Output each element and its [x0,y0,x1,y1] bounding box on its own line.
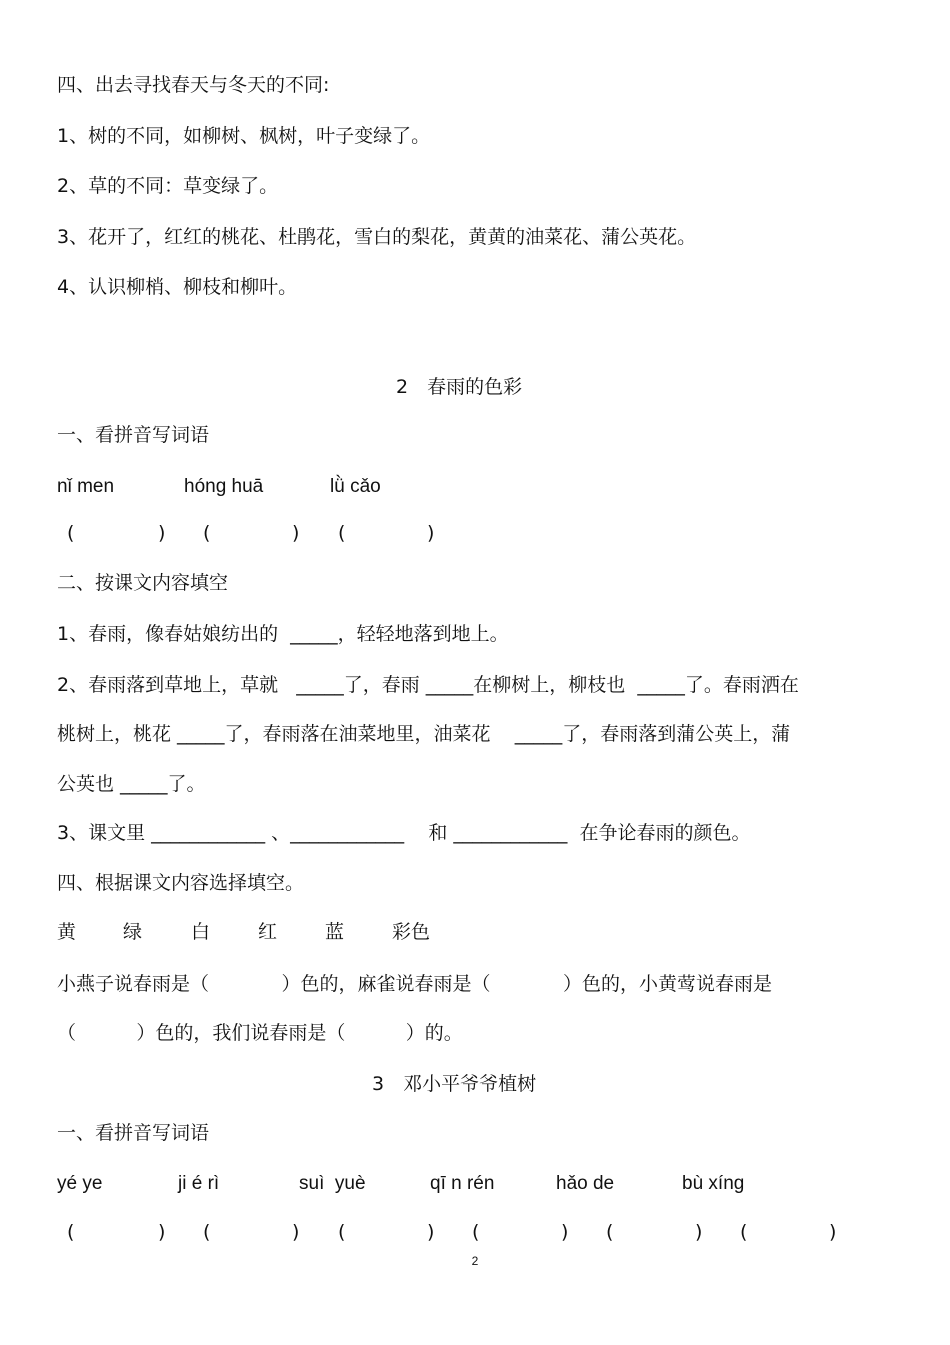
fill-blank-item: 桃树上，桃花 _____了，春雨落在油菜地里，油菜花 _____了，春雨落到蒲公英上，蒲 [57,723,791,745]
fill-blank-item: 2、春雨落到草地上，草就 _____了，春雨 _____在柳树上，柳枝也 _____了。春雨洒在 [57,674,799,696]
list-item: 1、树的不同，如柳树、枫树，叶子变绿了。 [57,125,431,147]
pinyin-word: bù xíng [682,1173,745,1194]
choice-sentence: 小燕子说春雨是（ ）色的，麻雀说春雨是（ ）色的，小黄莺说春雨是 [57,973,772,995]
pinyin-word: hǎo de [556,1173,615,1194]
color-option: 黄 [57,922,77,943]
fill-blank-item: 公英也 _____了。 [57,773,206,795]
pinyin-word: nǐ men [57,476,115,497]
pinyin-word: suì yuè [299,1173,366,1194]
question-heading: 二、按课文内容填空 [57,572,229,594]
color-option: 白 [191,922,211,943]
list-item: 2、草的不同：草变绿了。 [57,175,279,197]
color-option: 彩色 [392,922,431,943]
list-item: 4、认识柳梢、柳枝和柳叶。 [57,276,298,298]
lesson-3-title: 3 邓小平爷爷植树 [372,1073,537,1095]
list-item: 3、花开了，红红的桃花、杜鹃花，雪白的梨花，黄黄的油菜花、蒲公英花。 [57,226,697,248]
pinyin-word: ji é rì [178,1173,220,1194]
question-heading: 四、根据课文内容选择填空。 [57,872,305,894]
lesson-2-title: 2 春雨的色彩 [396,376,523,398]
pinyin-word: qī n rén [430,1173,495,1194]
color-option: 绿 [123,922,143,943]
fill-blank-item: 3、课文里 ____________ 、____________ 和 ____________ 在争论春雨的颜色。 [57,822,751,844]
pinyin-word: yé ye [57,1173,103,1194]
color-option: 红 [258,922,278,943]
pinyin-word: hóng huā [184,476,264,497]
page-number: 2 [471,1254,479,1268]
pinyin-word: lǜ cǎo [330,476,381,497]
choice-sentence: （ ）色的，我们说春雨是（ ）的。 [57,1022,463,1044]
section-heading: 四、出去寻找春天与冬天的不同: [57,74,330,96]
question-heading: 一、看拼音写词语 [57,1122,210,1144]
question-heading: 一、看拼音写词语 [57,424,210,446]
fill-blank-item: 1、春雨，像春姑娘纺出的 _____，轻轻地落到地上。 [57,623,509,645]
color-option: 蓝 [325,922,345,943]
